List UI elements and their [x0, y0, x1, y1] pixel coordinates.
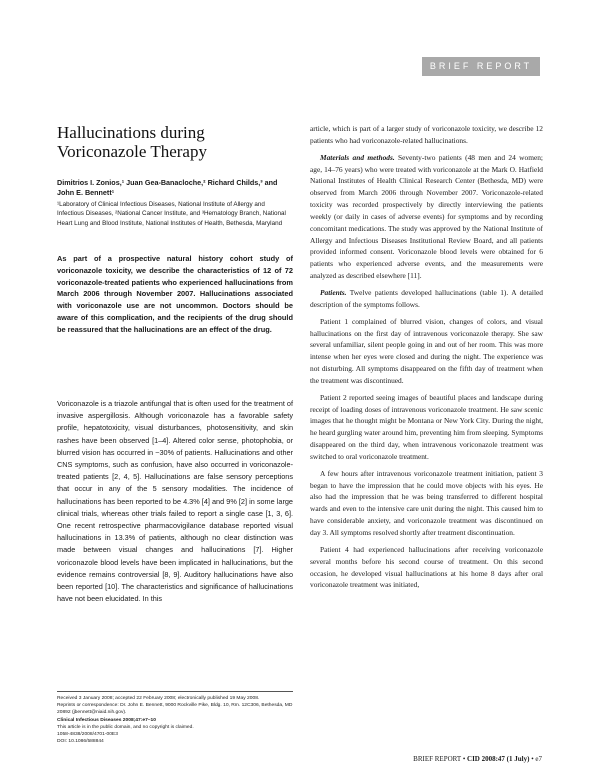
- page-footer: [330, 754, 542, 764]
- page-number: e7: [535, 755, 542, 763]
- section-label: BRIEF REPORT: [422, 57, 540, 76]
- author-affiliations: ¹Laboratory of Clinical Infectious Diseases, National Institute of Allergy and Infectious Diseases, ²National Cancer Institute, and ³Hematology Branch, National Heart Lung and Blood Institute, National Institutes of Health, Bethesda, Maryland: [57, 201, 286, 227]
- patients-paragraph: [310, 287, 543, 311]
- rights-statement: This article is in the public domain, and no copyright is claimed.: [57, 724, 194, 730]
- abstract: As part of a prospective natural history cohort study of voriconazole toxicity, we describe the characteristics of 12 of 72 voriconazole-treated patients who experienced hallucinations from March 2006 through November 2007. Hallucinations associated with voriconazole use are not uncommon. Doctors should be aware of this complication, and the recipients of the drug should be reassured that the hallucinations are an effect of the drug.: [57, 254, 293, 334]
- author-list: Dimitrios I. Zonios,¹ Juan Gea-Banacloche,² Richard Childs,³ and John E. Bennett¹: [57, 178, 278, 197]
- footer-section: BRIEF REPORT: [413, 755, 462, 763]
- journal-citation: [57, 717, 293, 724]
- intro-paragraph: Voriconazole is a triazole antifungal that is often used for the treatment of invasive aspergillosis. Although voriconazole has a favorable safety profile, hepatotoxicity, visual disturbances, photosensitivity, and skin rashes have been observed [1–4]. Altered color sense, photophobia, or blurred vision has occurred in ~30% of patients. Hallucinations and other CNS symptoms, such as confusion, have also occurred in voriconazole-treated patients [2, 4, 5]. Hallucinations are false sensory perceptions that occur in any of the 5 sensory modalities. The incidence of hallucinations has been reported to be 4.3% [4] and 9% [2] in some large clinical trials, whereas other trials failed to report a single case [1, 3, 6]. One recent retrospective pharmacovigilance database reported visual hallucinations in 13.3% of patients, although no clear distinction was made between visual changes and hallucinations [7]. Higher voriconazole blood levels have been implicated in hallucinations, but the evidence remains controversial [8, 9]. Auditory hallucinations have also been reported [10]. The characteristics and significance of hallucinations have not been elucidated. In this: [57, 399, 293, 604]
- journal-ref: 2008;47:e7–10: [122, 717, 156, 723]
- issn: 1058-4838/2008/4701-00E3: [57, 732, 118, 738]
- patients-heading: Patients.: [320, 287, 347, 297]
- methods-heading: Materials and methods.: [320, 152, 395, 162]
- footer-journal: CID 2008:47 (1 July): [467, 755, 530, 763]
- footer-bullet: •: [531, 755, 534, 763]
- article-footnote: [57, 687, 293, 745]
- footnote-divider: [57, 691, 293, 692]
- patient-2-paragraph: Patient 2 reported seeing images of beautiful places and landscape during receipt of loading doses of intravenous voriconazole treatment. He saw scenic images that he thought might be Montana or New York City. During the night, he heard gurgling water around him, preventing him from sleeping. Symptoms disappeared on the third day, when intravenous voriconazole treatment was switched to oral voriconazole treatment.: [310, 392, 543, 461]
- patient-3-paragraph: A few hours after intravenous voriconazole treatment initiation, patient 3 began to have the impression that he could move objects with his eyes. He also had the impression that he was being transferred to different hospital wards and even to the intensive care unit during the night. This caused him to have considerable anxiety, and voriconazole treatment was discontinued on day 3. All symptoms resolved shortly after treatment discontinuation.: [310, 468, 543, 537]
- patient-4-paragraph: Patient 4 had experienced hallucinations after receiving voriconazole several months before his second course of treatment. On this second occasion, he developed visual hallucinations at his home 8 days after oral voriconazole treatment was initiated,: [310, 544, 543, 590]
- article-title: Hallucinations during Voriconazole Therapy: [57, 123, 207, 161]
- journal-name: Clinical Infectious Diseases: [57, 717, 122, 723]
- patient-1-paragraph: Patient 1 complained of blurred vision, changes of colors, and visual hallucinations on the first day of intravenous voriconazole therapy. She saw several unfamiliar, silent people going in and out of her room. This was more intense when her eyes were closed and during the night. The experience was not disturbing. All symptoms disappeared on the fifth day of treatment when the treatment was discontinued.: [310, 316, 543, 385]
- methods-text: Seventy-two patients (48 men and 24 women; age, 14–76 years) who were treated with voriconazole at the Mark O. Hatfield National Institutes of Health Clinical Research Center (Bethesda, MD) were observed from March 2006 through November 2007. Voriconazole-related toxicity was recorded prospectively by directly interviewing the patients weekly (or daily in cases of adverse events) for symptoms and by recording concomitant medications. The study was approved by the National Institute of Allergy and Infectious Diseases Institutional Review Board, and all patients provided informed consent. Voriconazole blood levels were obtained for 6 patients who experienced adverse events, and the measurements were analyzed as described elsewhere [11].: [310, 152, 543, 281]
- footer-bullet: •: [462, 755, 466, 763]
- correspondence: Reprints or correspondence: Dr. John E. Bennett, 9000 Rockville Pike, Bldg. 10, Rm. 12C306, Bethesda, MD 20892 (jbennett@niaid.nih.gov).: [57, 703, 293, 716]
- doi: DOI: 10.1086/588844: [57, 739, 104, 745]
- methods-paragraph: [310, 152, 543, 282]
- intro-continuation: article, which is part of a larger study of voriconazole toxicity, we describe 12 patients who had voriconazole-related hallucinations.: [310, 124, 543, 145]
- patients-text: Twelve patients developed hallucinations (table 1). A detailed description of the symptoms follows.: [310, 287, 543, 309]
- right-column: [310, 123, 543, 591]
- received-dates: Received 3 January 2008; accepted 22 February 2008; electronically published 19 May 2008.: [57, 696, 260, 701]
